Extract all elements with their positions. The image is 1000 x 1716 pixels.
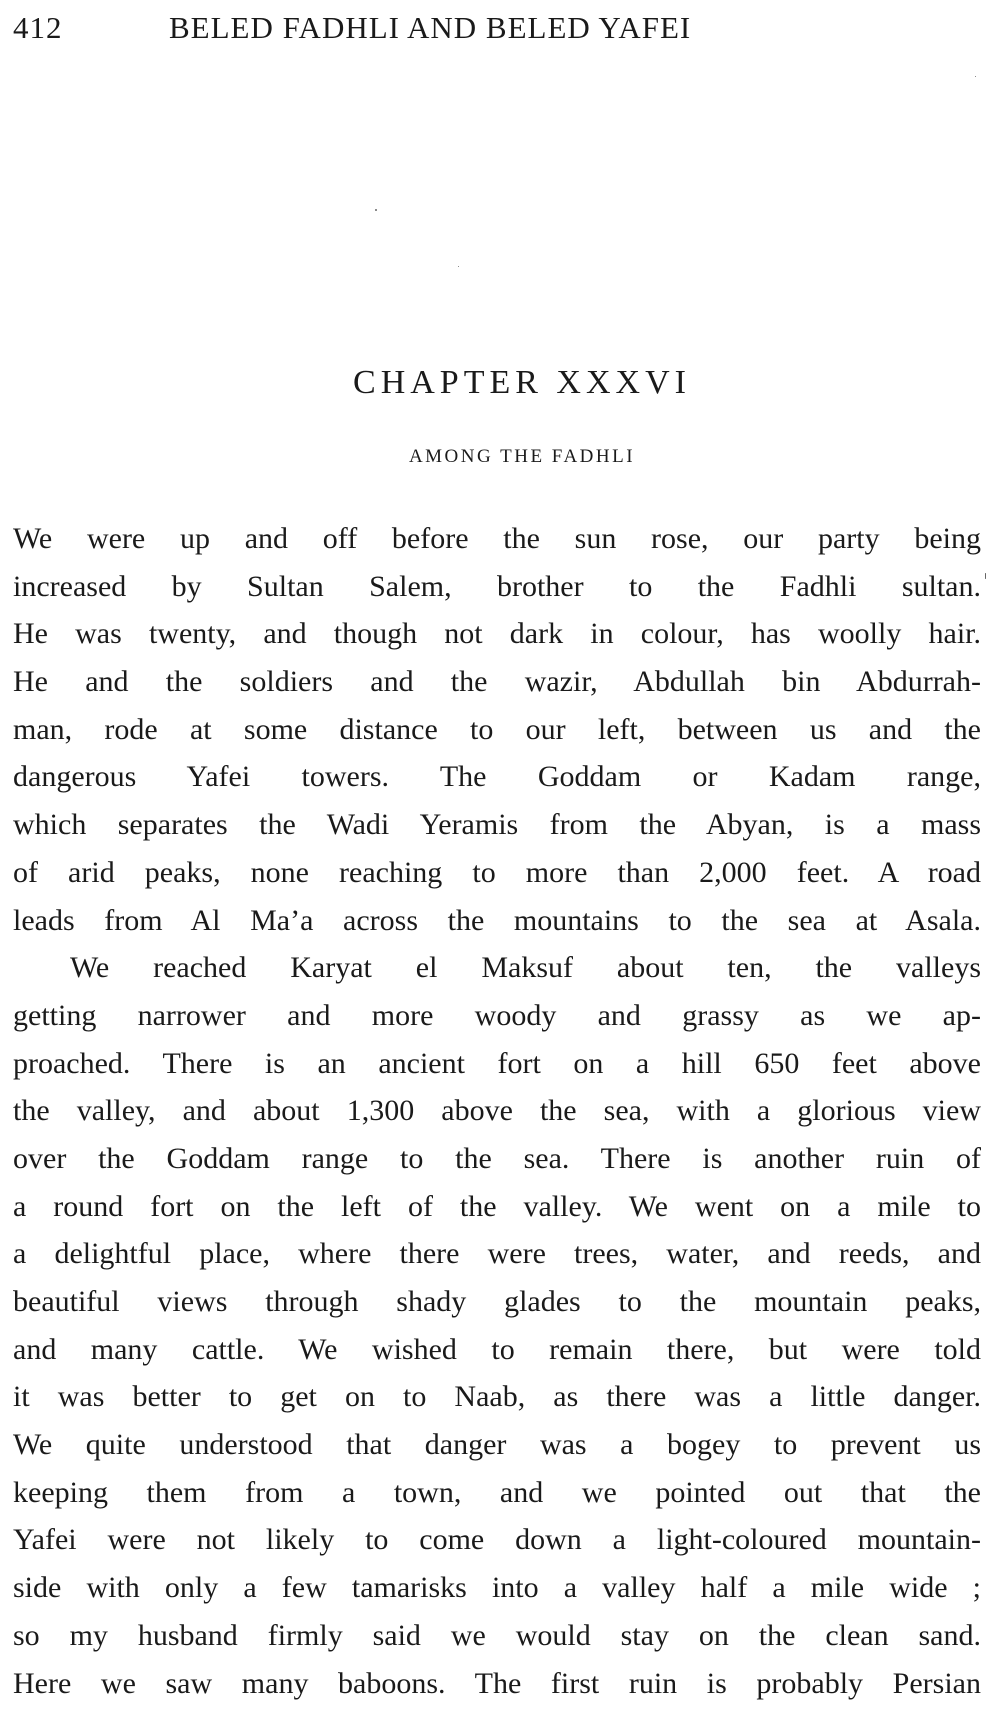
text-line: it was better to get on to Naab, as there was a little danger. — [13, 1380, 981, 1414]
text-line: getting narrower and more woody and grassy as we ap- — [13, 998, 981, 1032]
chapter-title: CHAPTER XXXVI — [353, 364, 691, 401]
print-speck — [975, 76, 976, 77]
text-line: leads from Al Ma’a across the mountains to the sea at Asala. — [13, 903, 981, 937]
text-line: a delightful place, where there were trees, water, and reeds, and — [13, 1237, 981, 1271]
text-line: He and the soldiers and the wazir, Abdullah bin Abdurrah- — [13, 665, 981, 699]
text-line: We reached Karyat el Maksuf about ten, the valleys — [70, 951, 981, 985]
text-line: Yafei were not likely to come down a light-coloured mountain- — [13, 1523, 981, 1557]
text-line: the valley, and about 1,300 above the sea, with a glorious view — [13, 1094, 981, 1128]
text-line: beautiful views through shady glades to the mountain peaks, — [13, 1285, 981, 1318]
text-line: side with only a few tamarisks into a valley half a mile wide ; — [13, 1571, 981, 1605]
text-line: of arid peaks, none reaching to more than 2,000 feet. A road — [13, 855, 981, 889]
text-line: which separates the Wadi Yeramis from the Abyan, is a mass — [13, 808, 981, 842]
text-line: dangerous Yafei towers. The Goddam or Kadam range, — [13, 760, 981, 794]
text-line: increased by Sultan Salem, brother to the Fadhli sultan. — [13, 569, 981, 603]
body-text — [13, 515, 981, 1707]
print-speck — [375, 209, 377, 211]
print-speck — [985, 573, 986, 579]
text-line: so my husband firmly said we would stay on the clean sand. — [13, 1618, 981, 1652]
text-line: proached. There is an ancient fort on a hill 650 feet above — [13, 1046, 981, 1080]
text-line: We were up and off before the sun rose, our party being — [13, 522, 981, 555]
running-head — [13, 6, 973, 50]
page-number: 412 — [13, 10, 63, 45]
text-line: keeping them from a town, and we pointed out that the — [13, 1475, 981, 1509]
text-line: and many cattle. We wished to remain there, but were told — [13, 1332, 981, 1366]
print-speck — [458, 266, 459, 267]
text-line: a round fort on the left of the valley. We went on a mile to — [13, 1189, 981, 1223]
text-line: He was twenty, and though not dark in colour, has woolly hair. — [13, 617, 981, 651]
text-line: man, rode at some distance to our left, between us and the — [13, 712, 981, 746]
chapter-subtitle: AMONG THE FADHLI — [408, 446, 636, 467]
running-title: BELED FADHLI AND BELED YAFEI — [169, 10, 692, 45]
text-line: We quite understood that danger was a bogey to prevent us — [13, 1428, 981, 1462]
text-line: Here we saw many baboons. The first ruin is probably Persian — [13, 1666, 981, 1700]
text-line: over the Goddam range to the sea. There is another ruin of — [13, 1141, 981, 1175]
